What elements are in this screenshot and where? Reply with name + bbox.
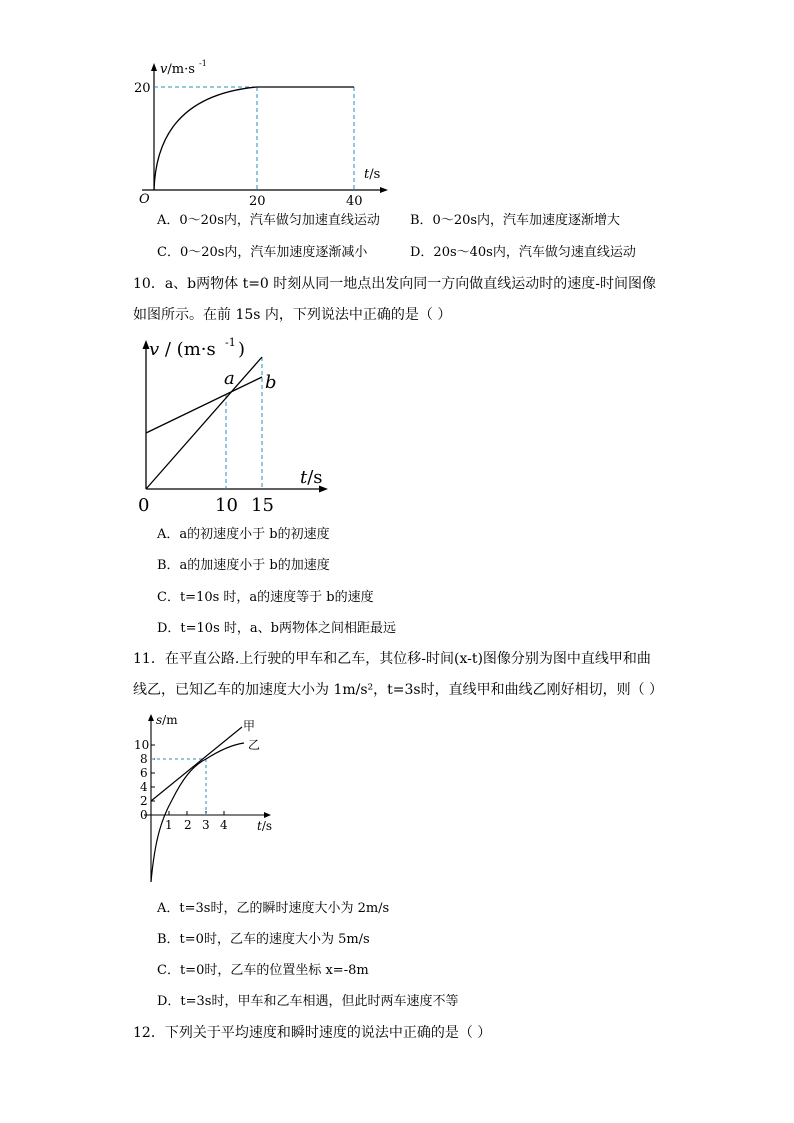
fig1-velocity-curve — [154, 87, 257, 190]
fig1-x-tick-40: 40 — [346, 194, 363, 209]
q9-option-b[interactable]: B．0～20s内，汽车加速度逐渐增大 — [410, 213, 621, 228]
fig1-x-label: t/s — [364, 167, 381, 182]
fig3-y-label: s/m — [156, 713, 178, 727]
q11-option-b[interactable]: B．t=0时，乙车的速度大小为 5m/s — [157, 932, 370, 947]
q9-option-d[interactable]: D．20s～40s内，汽车做匀速直线运动 — [410, 245, 636, 260]
fig3-y-arrow — [148, 714, 154, 721]
fig3-y-tick-8: 8 — [140, 752, 148, 766]
q11-stem-line2: 线乙，已知乙车的加速度大小为 1m/s²，t=3s时，直线甲和曲线乙刚好相切，则（ ） — [133, 682, 664, 698]
fig2-line-a — [146, 357, 262, 489]
fig1-x-arrow — [380, 187, 388, 193]
q10-stem-line2: 如图所示。在前 15s 内，下列说法中正确的是（ ） — [133, 307, 452, 323]
figure-2-ab-graph — [128, 335, 338, 520]
q11-stem-line1: 11．在平直公路.上行驶的甲车和乙车，其位移-时间(x-t)图像分别为图中直线甲和曲 — [133, 651, 651, 667]
q10-option-d[interactable]: D．t=10s 时，a、b两物体之间相距最远 — [157, 621, 396, 636]
fig3-y-tick-6: 6 — [140, 766, 148, 780]
fig3-label-yi: 乙 — [248, 738, 261, 752]
q11-option-d[interactable]: D．t=3s时，甲车和乙车相遇，但此时两车速度不等 — [157, 994, 459, 1009]
fig1-y-label: v/m·s — [160, 62, 195, 77]
q9-option-c[interactable]: C．0～20s内，汽车加速度逐渐减小 — [157, 245, 368, 260]
q10-option-a[interactable]: A．a的初速度小于 b的初速度 — [157, 527, 330, 542]
fig1-x-tick-20: 20 — [249, 194, 266, 209]
q10-option-b[interactable]: B．a的加速度小于 b的加速度 — [157, 558, 330, 573]
fig3-x-arrow — [264, 812, 271, 818]
fig3-y-tick-0: 0 — [140, 808, 148, 822]
fig3-curve-yi — [151, 743, 244, 882]
fig2-y-label: v / (m·s — [149, 339, 216, 360]
fig2-origin: 0 — [138, 495, 150, 516]
q11-option-c[interactable]: C．t=0时，乙车的位置坐标 x=-8m — [157, 963, 369, 978]
fig2-x-tick-15: 15 — [251, 495, 274, 516]
figure-1-vt-graph — [120, 55, 400, 215]
fig2-y-label-end: ) — [238, 339, 246, 360]
fig3-label-jia: 甲 — [243, 719, 256, 733]
fig2-x-tick-10: 10 — [215, 495, 238, 516]
fig3-y-tick-10: 10 — [134, 738, 150, 752]
fig3-x-tick-3: 3 — [202, 818, 210, 832]
fig1-y-tick-20: 20 — [134, 81, 151, 96]
fig2-line-b — [146, 377, 262, 433]
q12-stem-line1: 12．下列关于平均速度和瞬时速度的说法中正确的是（ ） — [133, 1025, 492, 1041]
fig3-y-tick-4: 4 — [140, 780, 148, 794]
fig1-y-arrow — [151, 63, 157, 71]
fig3-x-tick-4: 4 — [220, 818, 228, 832]
figure-3-st-graph — [120, 708, 290, 888]
fig3-x-label: t/s — [257, 819, 273, 833]
fig3-y-tick-2: 2 — [140, 794, 148, 808]
fig3-line-jia — [151, 727, 242, 801]
q10-stem-line1: 10．a、b两物体 t=0 时刻从同一地点出发向同一方向做直线运动时的速度-时间图像 — [133, 276, 657, 292]
q10-option-c[interactable]: C．t=10s 时，a的速度等于 b的速度 — [157, 590, 374, 605]
fig1-origin: O — [139, 192, 150, 207]
fig3-x-tick-1: 1 — [165, 818, 173, 832]
fig2-label-b: b — [265, 372, 277, 393]
q9-option-a[interactable]: A．0～20s内，汽车做匀加速直线运动 — [157, 213, 380, 228]
q11-option-a[interactable]: A．t=3s时，乙的瞬时速度大小为 2m/s — [157, 901, 390, 916]
fig3-x-tick-2: 2 — [184, 818, 192, 832]
fig2-label-a: a — [224, 368, 235, 389]
fig2-y-label-sup: -1 — [225, 336, 236, 349]
fig1-y-label-sup: -1 — [199, 59, 207, 68]
fig2-x-label: t/s — [300, 467, 323, 488]
